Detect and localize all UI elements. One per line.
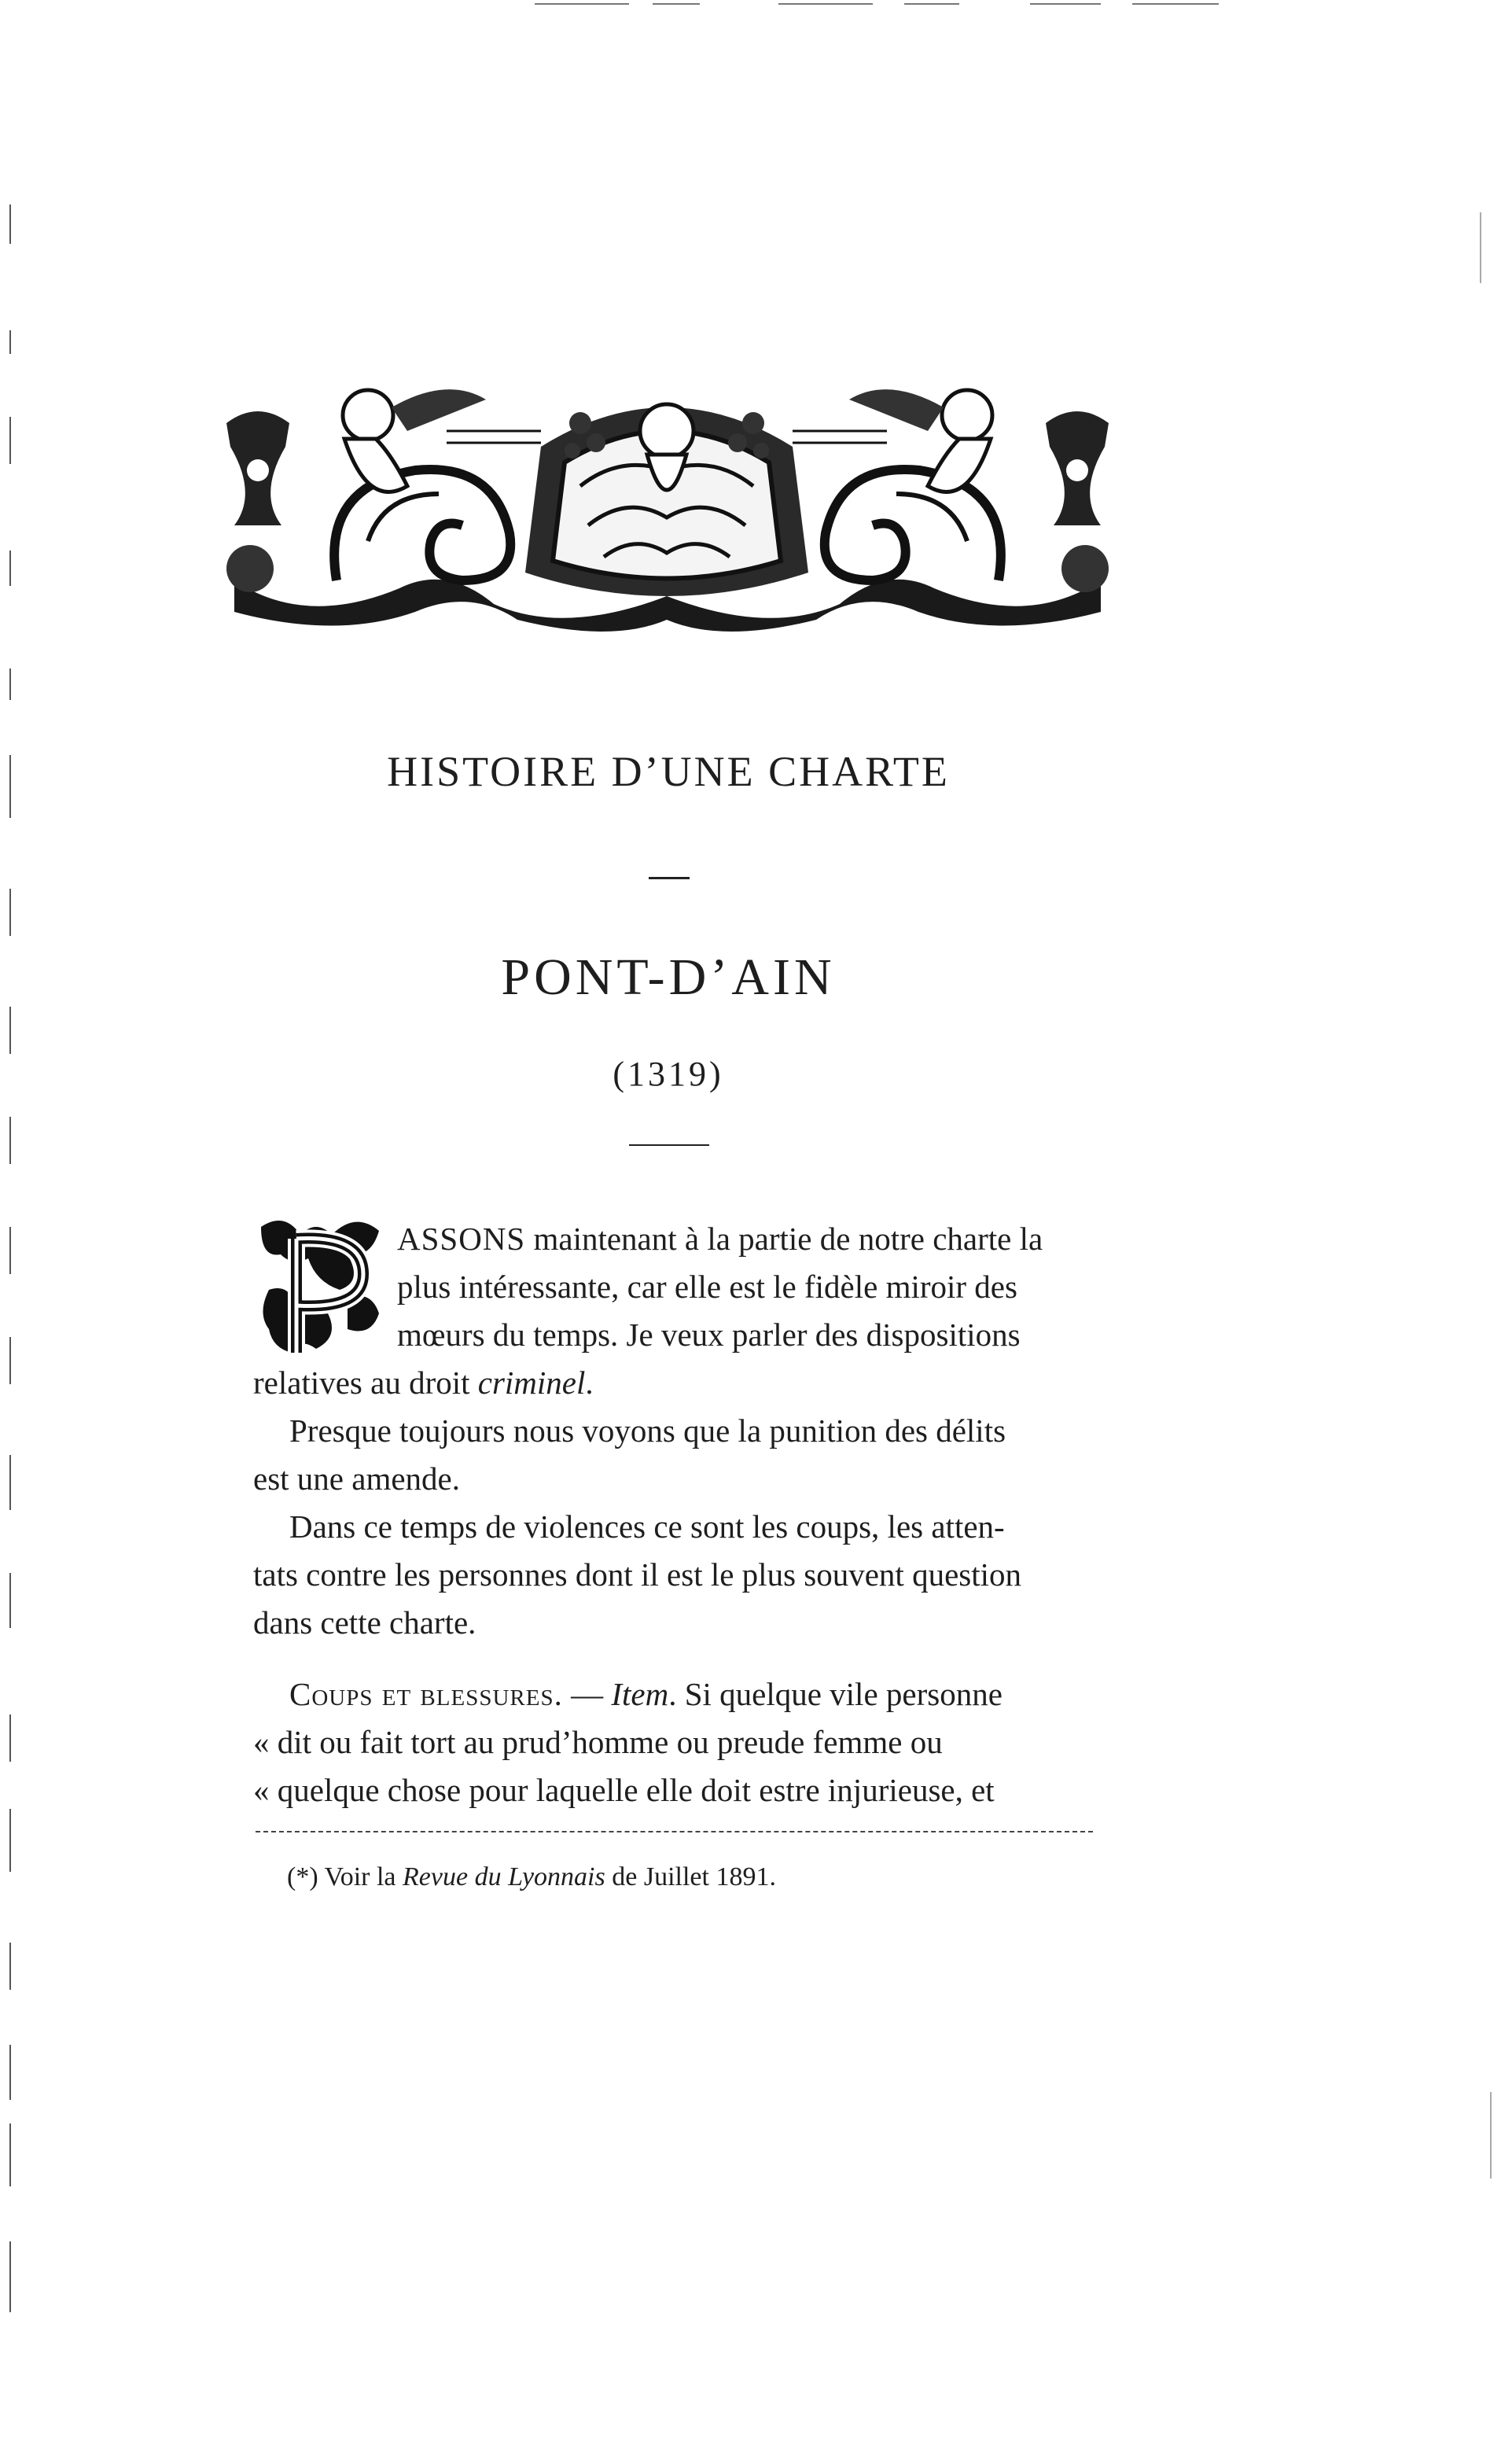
paragraph-2-line-1: Presque toujours nous voyons que la punition des délits [289,1412,1006,1449]
text-run: relatives au droit [253,1365,478,1401]
text-run: maintenant à la partie de notre charte la [525,1221,1043,1257]
scan-margin-mark [9,417,11,464]
paragraph-4-line-3: « quelque chose pour laquelle elle doit estre injurieuse, et [253,1772,995,1808]
section-heading: Coups et blessures. [289,1676,563,1712]
year-label: (1319) [613,1055,724,1093]
paragraph-1-line-1 [397,1215,1043,1263]
text-run: . [585,1365,594,1401]
place-title: PONT-D’AIN [501,948,836,1006]
scan-margin-mark [9,1809,11,1872]
paragraph-4-line-2: « dit ou fait tort au prud’homme ou preude femme ou [253,1724,943,1760]
scan-margin-mark [9,204,11,244]
paragraph-3-line-3: dans cette charte. [253,1604,476,1641]
paragraph-2-line-2: est une amende. [253,1460,460,1497]
footnote [287,1862,776,1892]
scan-margin-mark [9,1117,11,1164]
scan-margin-mark [9,889,11,936]
document-title: HISTOIRE D’UNE CHARTE [387,748,950,795]
text-run: Voir la [318,1862,403,1891]
scan-rule-fragment [1132,3,1219,5]
scan-margin-mark [1490,2092,1492,2179]
scan-margin-mark [1480,212,1481,283]
scan-margin-mark [9,330,11,354]
scan-margin-mark [9,2123,11,2186]
scan-rule-fragment [904,3,959,5]
paragraph-1-line-3: mœurs du temps. Je veux parler des dispositions [397,1317,1021,1353]
ornamental-headpiece-icon [211,376,1124,634]
scan-margin-mark [9,2045,11,2100]
scan-rule-fragment [535,3,629,5]
year-separator [629,1144,709,1146]
footnote-rule [256,1831,1093,1834]
paragraph-1-line-2: plus intéressante, car elle est le fidèle miroir des [397,1269,1017,1305]
italic-term: criminel [477,1365,586,1401]
scan-margin-mark [9,1455,11,1510]
decorated-initial-p-icon [253,1211,388,1361]
title-separator [649,877,690,879]
paragraph-3-line-1: Dans ce temps de violences ce sont les coups, les atten- [289,1508,1005,1545]
scan-margin-mark [9,1007,11,1054]
scan-margin-mark [9,551,11,586]
footnote-mark: (*) [287,1862,318,1891]
scan-margin-mark [9,1943,11,1990]
scan-rule-fragment [778,3,873,5]
italic-term: Revue du Lyonnais [403,1862,605,1891]
scan-margin-mark [9,1337,11,1384]
text-run: . Si quelque vile personne [668,1676,1003,1712]
paragraph-1-line-4 [253,1359,594,1407]
paragraph-4-line-1 [289,1670,1003,1718]
scan-margin-mark [9,668,11,700]
paragraph-3-line-2: tats contre les personnes dont il est le plus souvent question [253,1556,1022,1593]
scan-margin-mark [9,1714,11,1762]
scan-margin-mark [9,1573,11,1628]
italic-term: Item [611,1676,669,1712]
text-run: — [562,1676,612,1712]
scan-rule-fragment [653,3,700,5]
scan-margin-mark [9,1227,11,1274]
text-run: de Juillet 1891. [605,1862,776,1891]
dropcap-continuation: ASSONS [397,1221,526,1257]
scan-margin-mark [9,2241,11,2312]
scan-rule-fragment [1030,3,1101,5]
